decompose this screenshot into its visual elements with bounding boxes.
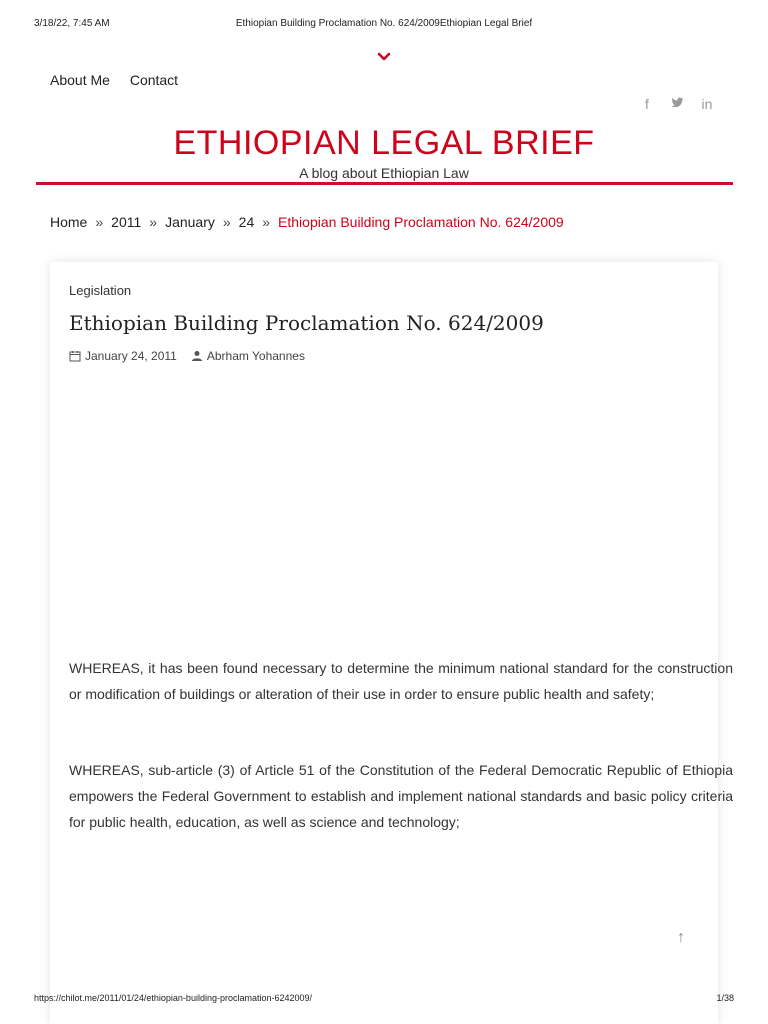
post-title: Ethiopian Building Proclamation No. 624/2009 [69,311,544,335]
breadcrumb-day[interactable]: 24 [238,214,255,230]
post-date-item[interactable] [69,349,177,363]
breadcrumb [50,214,564,230]
post-card [50,262,718,1024]
scroll-top-icon[interactable]: ↑ [677,929,685,946]
chevron-down-icon[interactable] [376,50,392,64]
site-title[interactable]: ETHIOPIAN LEGAL BRIEF [173,124,595,162]
calendar-icon [69,350,81,362]
post-paragraph: WHEREAS, sub-article (3) of Article 51 of the Constitution of the Federal Democratic Republic of Ethiopia empowers the Federal Government to establish and implement national standards and basic policy criteria for public health, education, as well as science and technology; [69,762,733,830]
breadcrumb-separator: » [262,214,271,230]
print-date: 3/18/22, 7:45 AM [34,18,110,29]
site-tagline: A blog about Ethiopian Law [299,165,469,181]
breadcrumb-separator: » [222,214,231,230]
breadcrumb-home[interactable]: Home [50,214,88,230]
print-page-number: 1/38 [716,993,734,1003]
linkedin-icon[interactable]: in [701,96,713,112]
breadcrumb-current: Ethiopian Building Proclamation No. 624/2009 [278,214,564,230]
twitter-icon[interactable] [670,96,684,112]
breadcrumb-separator: » [95,214,104,230]
nav-contact[interactable]: Contact [129,72,179,88]
print-url: https://chilot.me/2011/01/24/ethiopian-building-proclamation-6242009/ [34,993,313,1003]
post-author-item[interactable] [191,349,305,363]
breadcrumb-separator: » [149,214,158,230]
breadcrumb-month[interactable]: January [165,214,215,230]
breadcrumb-year[interactable]: 2011 [111,214,142,230]
post-category[interactable]: Legislation [69,283,132,298]
print-header [34,18,734,32]
header-divider [36,182,733,185]
social-links [640,96,714,112]
nav-about-me[interactable]: About Me [50,72,110,88]
post-date: January 24, 2011 [85,349,177,363]
facebook-icon[interactable]: f [645,96,649,112]
post-paragraph: WHEREAS, it has been found necessary to determine the minimum national standard for the construction or modification of buildings or alteration of their use in order to ensure public health and safety; [69,660,733,702]
print-title: Ethiopian Building Proclamation No. 624/2009Ethiopian Legal Brief [235,18,533,29]
post-meta [69,349,319,363]
post-author: Abrham Yohannes [206,349,305,363]
user-icon [191,350,203,362]
top-nav [50,72,194,88]
